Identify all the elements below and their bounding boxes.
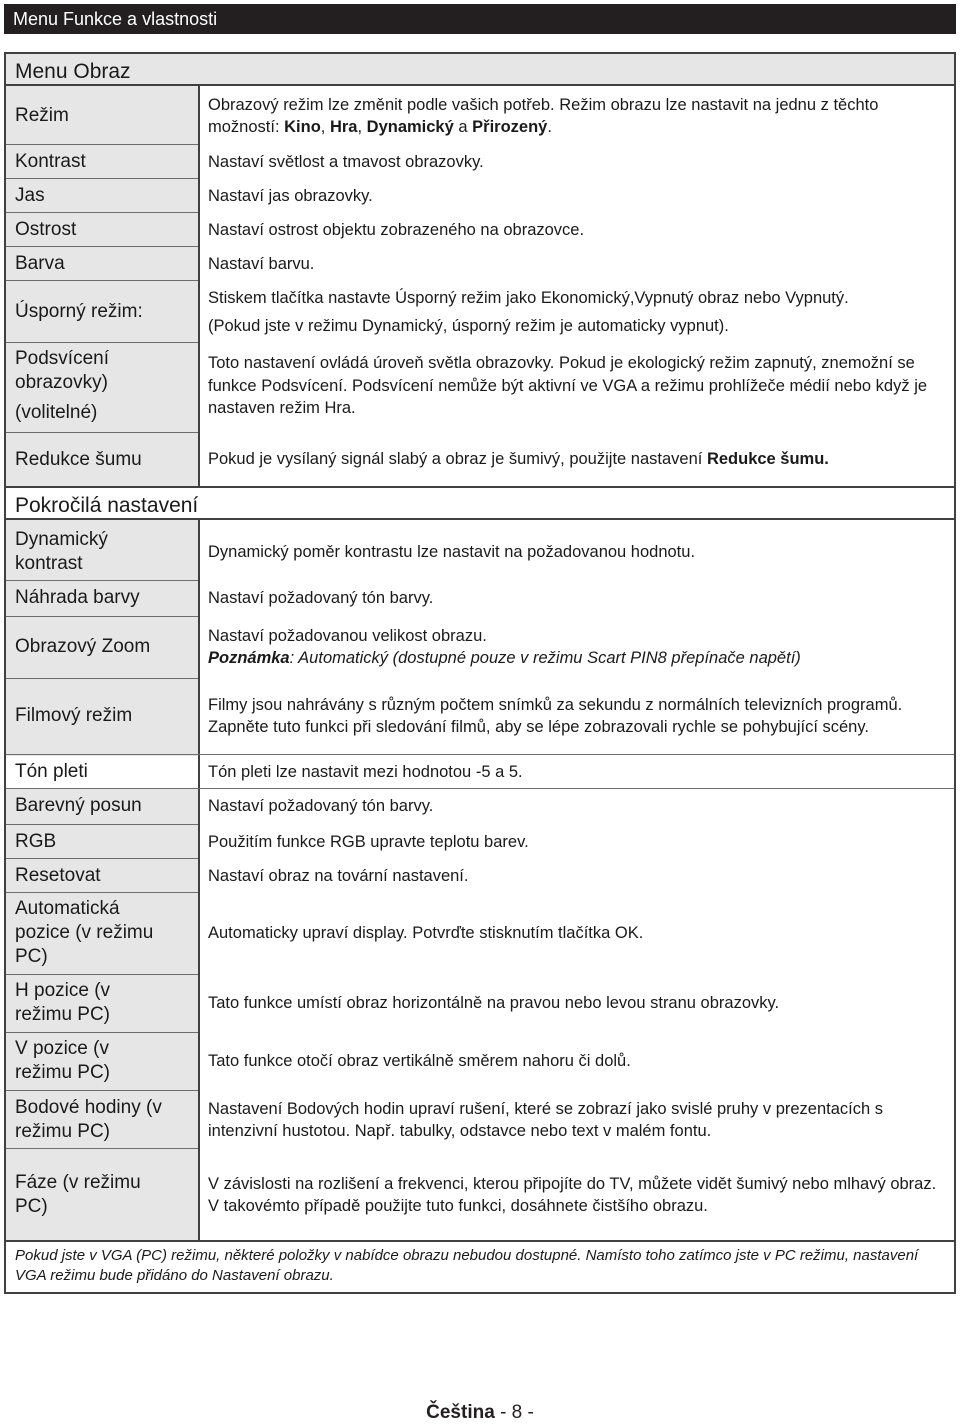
label-resetovat: Resetovat <box>15 865 101 886</box>
label-ostrost: Ostrost <box>15 219 77 240</box>
desc-ton-pleti: Tón pleti lze nastavit mezi hodnotou -5 a 5. <box>208 762 523 781</box>
label-jas: Jas <box>15 185 45 206</box>
desc-nahrada-barvy: Nastaví požadovaný tón barvy. <box>208 588 434 607</box>
row-divider <box>6 280 198 281</box>
label-podsviceni: Podsvícení obrazovky) (volitelné) <box>15 348 109 423</box>
row-divider <box>6 858 198 859</box>
label-dynamicky-kontrast: Dynamický kontrast <box>15 529 108 574</box>
desc-faze: V závislosti na rozlišení a frekvenci, kterou připojíte do TV, můžete vidět šumivý nebo mlhavý obraz. V takovémto případě použijte tuto funkci, dosáhnete čistšího obrazu. <box>208 1174 937 1215</box>
label-bodove-hodiny: Bodové hodiny (v režimu PC) <box>15 1097 162 1142</box>
row-divider <box>6 212 198 213</box>
label-barevny-posun: Barevný posun <box>15 795 142 816</box>
desc-bodove-hodiny: Nastavení Bodových hodin upraví rušení, které se zobrazí jako svislé pruhy v prezentacích s intenzivní hustotou. Např. tabulky, odstavce nebo text v malém fontu. <box>208 1099 884 1140</box>
label-obrazovy-zoom: Obrazový Zoom <box>15 636 151 657</box>
row-divider <box>6 754 954 755</box>
section-title: Menu Funkce a vlastnosti <box>13 9 218 29</box>
label-barva: Barva <box>15 253 65 274</box>
desc-v-pozice: Tato funkce otočí obraz vertikálně směrem nahoru či dolů. <box>208 1051 631 1070</box>
row-divider <box>6 178 198 179</box>
row-divider <box>6 580 198 581</box>
desc-ostrost: Nastaví ostrost objektu zobrazeného na obrazovce. <box>208 220 585 239</box>
label-rgb: RGB <box>15 831 57 852</box>
label-nahrada-barvy: Náhrada barvy <box>15 587 140 608</box>
label-v-pozice: V pozice (v režimu PC) <box>15 1038 111 1083</box>
row-divider <box>6 788 954 789</box>
label-automaticka-pozice: Automatická pozice (v režimu PC) <box>15 898 154 967</box>
desc-rezim: Obrazový režim lze změnit podle vašich potřeb. Režim obrazu lze nastavit na jednu z těchto možností: Kino, Hra, Dynamický a Přirozený. <box>208 95 879 136</box>
row-divider <box>6 616 198 617</box>
footer-language: Čeština <box>426 1402 495 1423</box>
desc-redukce-sumu: Pokud je vysílaný signál slabý a obraz je šumivý, použijte nastavení Redukce šumu. <box>208 450 829 468</box>
menu-obraz-heading <box>6 54 954 86</box>
label-kontrast: Kontrast <box>15 151 86 172</box>
column-divider <box>198 86 200 486</box>
advanced-settings-heading <box>6 486 954 520</box>
label-usporny-rezim: Úsporný režim: <box>15 301 143 322</box>
row-divider <box>6 144 198 145</box>
section-title-bar <box>4 4 956 34</box>
row-divider <box>6 678 198 679</box>
advanced-settings-heading-text: Pokročilá nastavení <box>15 494 199 517</box>
picture-menu-table <box>4 52 956 1294</box>
row-divider <box>6 1032 198 1033</box>
desc-barevny-posun: Nastaví požadovaný tón barvy. <box>208 796 434 815</box>
desc-rgb: Použitím funkce RGB upravte teplotu barev. <box>208 832 529 851</box>
row-divider <box>6 432 198 433</box>
desc-automaticka-pozice: Automaticky upraví display. Potvrďte stisknutím tlačítka OK. <box>208 923 644 942</box>
label-faze: Fáze (v režimu PC) <box>15 1172 141 1217</box>
desc-resetovat: Nastaví obraz na tovární nastavení. <box>208 866 469 885</box>
menu-obraz-heading-text: Menu Obraz <box>15 60 131 83</box>
label-filmovy-rezim: Filmový režim <box>15 705 133 726</box>
row-divider <box>6 974 198 975</box>
desc-usporny-rezim: Stiskem tlačítka nastavte Úsporný režim jako Ekonomický,Vypnutý obraz nebo Vypnutý. (Pokud jste v režimu Dynamický, úsporný režim je automaticky vypnut). <box>208 289 849 335</box>
row-divider <box>6 246 198 247</box>
row-divider <box>6 342 198 343</box>
page-footer <box>0 1402 960 1424</box>
desc-dynamicky-kontrast: Dynamický poměr kontrastu lze nastavit na požadovanou hodnotu. <box>208 542 696 561</box>
desc-podsviceni: Toto nastavení ovládá úroveň světla obrazovky. Pokud je ekologický režim zapnutý, znemožní se funkce Podsvícení. Podsvícení nemůže být aktivní ve VGA a režimu prohlížeče médií nebo když je nastaven režim Hra. <box>208 354 928 418</box>
page-number: - 8 - <box>500 1402 534 1423</box>
desc-jas: Nastaví jas obrazovky. <box>208 186 373 205</box>
desc-filmovy-rezim: Filmy jsou nahrávány s různým počtem snímků za sekundu z normálních televizních programů. Zapněte tuto funkci při sledování filmů, aby se lépe zobrazovali rychle se pohybující scény. <box>208 695 903 736</box>
desc-obrazovy-zoom: Nastaví požadovanou velikost obrazu. Poznámka: Automatický (dostupné pouze v režimu Scart PIN8 přepínače napětí) <box>208 626 801 667</box>
column-divider <box>198 520 200 1240</box>
label-ton-pleti: Tón pleti <box>6 756 198 788</box>
row-divider <box>6 1148 198 1149</box>
label-rezim: Režim <box>15 105 69 126</box>
row-divider <box>6 892 198 893</box>
desc-h-pozice: Tato funkce umístí obraz horizontálně na pravou nebo levou stranu obrazovky. <box>208 993 780 1012</box>
label-redukce-sumu: Redukce šumu <box>15 449 142 470</box>
label-h-pozice: H pozice (v režimu PC) <box>15 980 111 1025</box>
row-divider <box>6 1090 198 1091</box>
desc-barva: Nastaví barvu. <box>208 254 315 273</box>
desc-kontrast: Nastaví světlost a tmavost obrazovky. <box>208 152 484 171</box>
row-divider <box>6 824 198 825</box>
vga-footnote: Pokud jste v VGA (PC) režimu, některé položky v nabídce obrazu nebudou dostupné. Namísto toho zatímco jste v PC režimu, nastavení VGA režimu bude přidáno do Nastavení obrazu. <box>6 1240 954 1292</box>
